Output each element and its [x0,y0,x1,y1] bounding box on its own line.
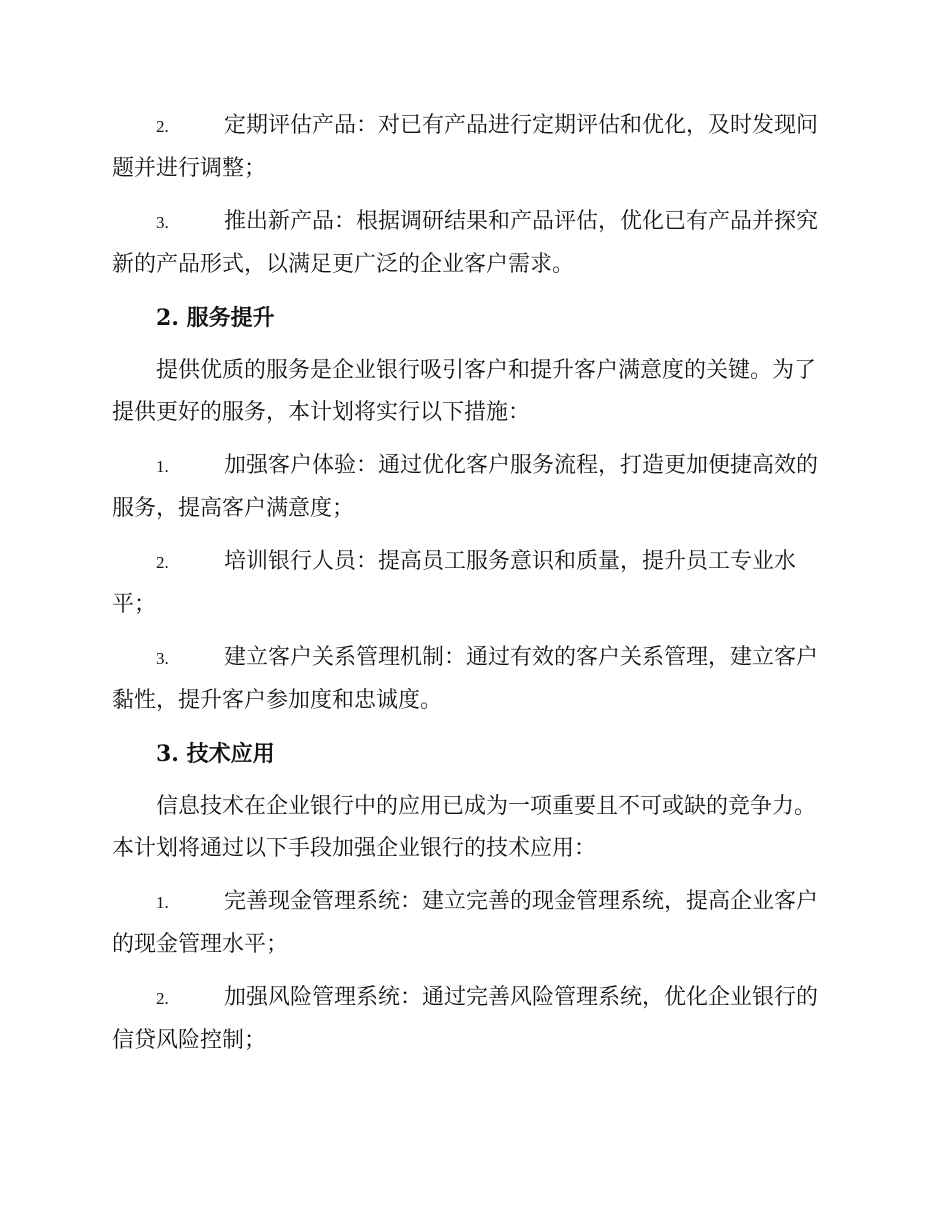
list-text: 加强风险管理系统：通过完善风险管理系统，优化企业银行的信贷风险控制； [112,985,819,1053]
list-item [112,881,835,966]
list-item [112,201,835,286]
list-number: 3. [156,649,169,668]
list-number: 2. [156,117,169,136]
section-heading-service: 2. 服务提升 [156,305,275,331]
list-number: 2. [156,989,169,1008]
list-text: 完善现金管理系统：建立完善的现金管理系统，提高企业客户的现金管理水平； [112,889,819,957]
list-number: 1. [156,893,169,912]
list-item [112,445,835,530]
section-heading-technology: 3. 技术应用 [156,741,275,767]
list-number: 1. [156,457,169,476]
list-number: 2. [156,553,169,572]
list-text: 加强客户体验：通过优化客户服务流程，打造更加便捷高效的服务，提高客户满意度； [112,453,819,521]
list-text: 培训银行人员：提高员工服务意识和质量，提升员工专业水平； [112,549,797,617]
paragraph: 信息技术在企业银行中的应用已成为一项重要且不可或缺的竞争力。本计划将通过以下手段加强企业银行的技术应用： [112,794,817,861]
list-item [112,977,835,1062]
list-item [112,637,835,722]
list-text: 定期评估产品：对已有产品进行定期评估和优化，及时发现问题并进行调整； [112,113,819,181]
list-number: 3. [156,213,169,232]
list-item [112,541,835,626]
list-text: 建立客户关系管理机制：通过有效的客户关系管理，建立客户黏性，提升客户参加度和忠诚度。 [112,645,819,713]
list-text: 推出新产品：根据调研结果和产品评估，优化已有产品并探究新的产品形式，以满足更广泛的企业客户需求。 [112,209,819,277]
paragraph: 提供优质的服务是企业银行吸引客户和提升客户满意度的关键。为了提供更好的服务，本计划将实行以下措施： [112,358,817,425]
list-item [112,105,835,190]
